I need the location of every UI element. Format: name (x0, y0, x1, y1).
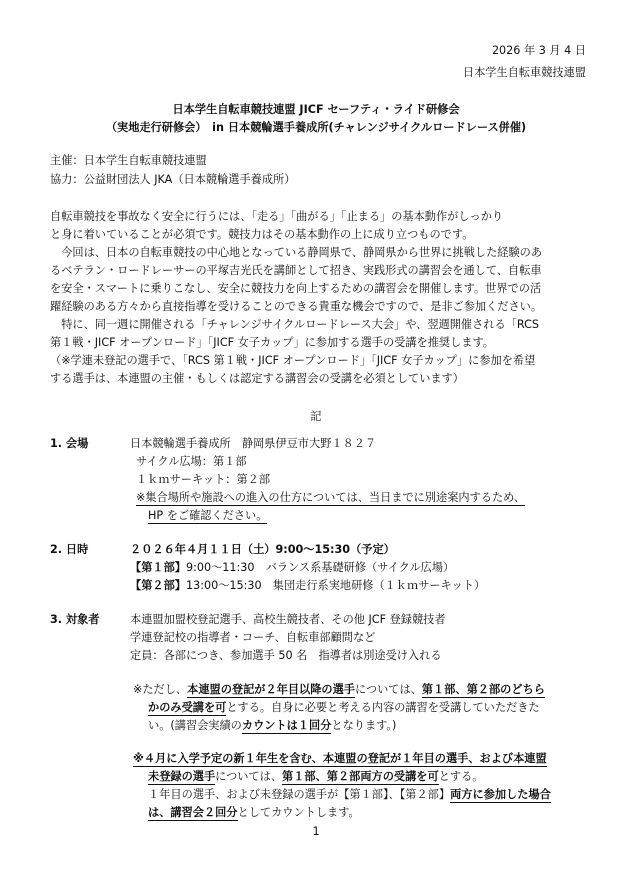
document-date: 2026 年 3 月 4 日 (491, 44, 586, 57)
cooperating-organization: 協力：公益財団法人 JKA（日本競輪選手養成所） (50, 173, 296, 186)
note-second-year-line3: い。(講習会実績のカウントは１回分となります。) (148, 719, 397, 732)
venue-area-part2: １ｋｍサーキット：第２部 (136, 473, 271, 486)
intro-line: るベテラン・ロードレーサーの平塚吉光氏を講師として招き、実践形式の講習会を通して、自転車 (50, 264, 542, 277)
note-first-year-line2: 未登録の選手については、第１部、第２部両方の受講を可とする。 (148, 770, 484, 783)
note-first-year-line1: ※４月に入学予定の新１年生を含む、本連盟の登記が１年目の選手、および本連盟 (133, 752, 547, 765)
target-heading: 3. 対象者 (50, 613, 100, 626)
venue-heading: 1. 会場 (50, 437, 89, 450)
venue-note: ※集合場所や施設への進入の仕方については、当日までに別途案内するため、 (136, 491, 526, 504)
venue-address: 日本競輪選手養成所 静岡県伊豆市大野１８２７ (130, 437, 377, 450)
datetime-heading: 2. 日時 (50, 543, 89, 556)
issuing-organization: 日本学生自転車競技連盟 (462, 66, 586, 79)
intro-line: を安全・スマートに乗りこなし、安全に競技力を向上するための講習会を開催します。世界での活 (50, 282, 542, 295)
note-second-year-line1: ※ただし、本連盟の登記が２年目以降の選手については、第１部、第２部のどちら (133, 683, 545, 696)
intro-line: （※学連未登記の選手で、「RCS 第１戦・JICF オープンロード」「JICF 女子カップ」に参加を希望 (50, 354, 536, 367)
target-line: 学連登記校の指導者・コーチ、自転車部顧問など (130, 631, 376, 644)
capacity-line: 定員：各部につき、参加選手 50 名 指導者は別途受け入れる (130, 649, 442, 662)
page-number: 1 (312, 825, 320, 838)
intro-line: 第１戦・JICF オープンロード」「JICF 女子カップ」に参加する選手の受講を推奨します。 (50, 336, 494, 349)
intro-line: 躍経験のある方々から直接指導を受けることのできる貴重な機会ですので、是非ご参加ください。 (50, 300, 543, 313)
ki-marker: 記 (310, 410, 322, 423)
document-subtitle: （実地走行研修会） in 日本競輪選手養成所(チャレンジサイクルロードレース併催) (105, 121, 527, 134)
host-organization: 主催：日本学生自転車競技連盟 (50, 154, 207, 167)
target-line: 本連盟加盟校登記選手、高校生競技者、その他 JCF 登録競技者 (130, 613, 446, 626)
venue-note-hp: HP をご確認ください。 (148, 509, 268, 522)
document-title: 日本学生自転車競技連盟 JICF セーフティ・ライド研修会 (172, 103, 460, 116)
intro-line: する選手は、本連盟の主催・もしくは認定する講習会の受講を必須としています） (50, 372, 464, 385)
note-first-year-line4: は、講習会２回分としてカウントします。 (148, 806, 360, 819)
note-second-year-line2: かのみ受講を可とする。自身に必要と考える内容の講習を受講していただきた (148, 701, 540, 714)
intro-line: 自転車競技を事故なく安全に行うには、「走る」「曲がる」「止まる」の基本動作がしっかり (50, 210, 504, 223)
event-date: ２０２６年４月１１日（土）9:00～15:30（予定） (130, 543, 395, 556)
schedule-part1: 【第１部】9:00～11:30 バランス系基礎研修（サイクル広場） (130, 561, 455, 574)
intro-line: 特に、同一週に開催される「チャレンジサイクルロードレース大会」や、翌週開催される「RCS (50, 318, 539, 331)
note-first-year-line3: １年目の選手、および未登録の選手が【第１部】、【第２部】両方に参加した場合 (148, 788, 551, 801)
intro-line: と身に着いていることが必須です。競技力はその基本動作の上に成り立つものです。 (50, 228, 474, 241)
intro-line: 今回は、日本の自転車競技の中心地となっている静岡県で、静岡県から世界に挑戦した経験のあ (50, 246, 543, 259)
venue-area-part1: サイクル広場：第１部 (136, 455, 247, 468)
schedule-part2: 【第２部】13:00～15:30 集団走行系実地研修（１ｋｍサーキット） (130, 579, 486, 592)
